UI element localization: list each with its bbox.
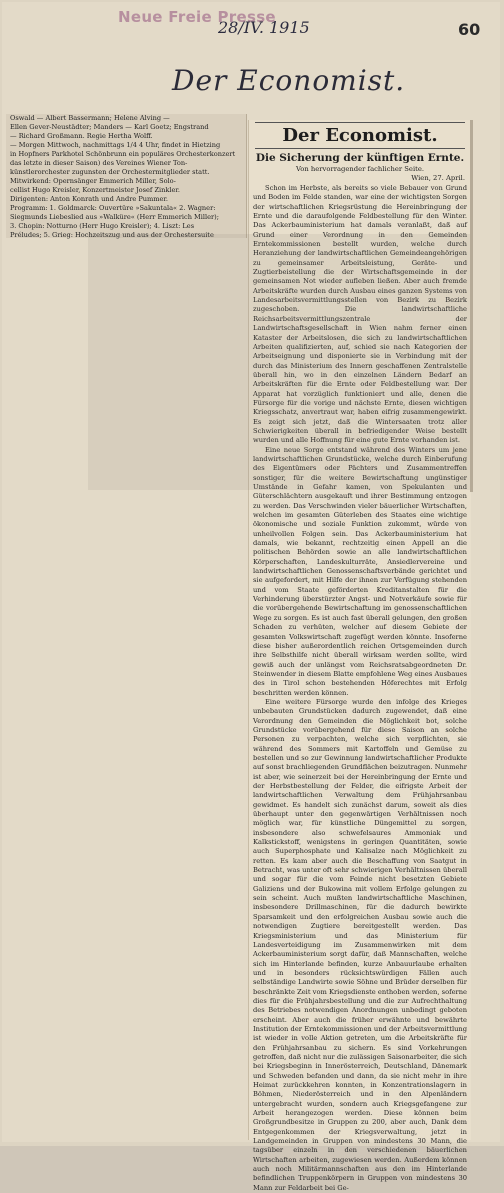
clip-line: Ellen Gever-Neustädter; Manders — Karl Goetz; Engstrand <box>10 123 209 131</box>
article-paragraph: Schon im Herbste, als bereits so viele Bebauer von Grund und Boden im Felde standen, war eine der wichtigsten Sorgen der wirtschaftlichen Kriegsrüstung die Hereinbringung der Ernte und die daraufolgende Feldbestellung für den Winter. Das Ackerbauministerium hat damals veranlaßt, daß auf Grund einer Verordnung in den Gemeinden Erntekommissionen bestellt wurden, welche durch Heranziehung der landwirtschaftlichen Gemeindeangehörigen zu gemeinsamer Arbeitsleistung, Geräte- und Zugtierbeistellung die der Wirtschaftsgemeinde in der gemeinsamen Not wieder aufleben ließen. Aber auch fremde Arbeitskräfte wurden durch Ausbau eines ganzen Systems von Landesarbeitsvermittlungsstellen von Bezirk zu Bezirk zugeschoben. Die landwirtschaftliche Reichsarbeitsvermittlungszentrale der Landwirtschaftsgesellschaft in Wien nahm ferner einen Kataster der Arbeitslosen, die sich zu landwirtschaftlichen Arbeiten qualifizierten, auf, schied sie nach Kategorien der Arbeitseignung und disponierte sie in Verbindung mit der durch das Ministerium des Innern geschaffenen Zentralstelle überall hin, wo in den einzelnen Ländern Bedarf an Arbeitskräften für die Ernte oder Feldbestellung war. Der Apparat hat vorzüglich funktioniert und alle, denen die Fürsorge für die vorige und nächste Ernte, diesen wichtigen Kriegsschatz, anvertraut war, haben eifrig zusammengewirkt. Es zeigt sich jetzt, daß die Wintersaaten trotz aller Schwierigkeiten überall in befriedigender Weise bestellt wurden und alle Hoffnung für eine gute Ernte vorhanden ist. <box>253 184 467 445</box>
article-dateline: Wien, 27. April. <box>411 174 465 182</box>
article-paragraph: Eine weitere Fürsorge wurde den infolge des Krieges unbebauten Grundstücken dadurch zugewendet, daß eine Verordnung den Gemeinden die Möglichkeit bot, solche Grundstücke vorübergehend für diese Saison an solche Personen zu verpachten, welche sich verpflichten, sie während des Sommers mit Kartoffeln und Gemüse zu bestellen und so zur Gewinnung landwirtschaftlicher Produkte auf sonst brachliegenden Grundflächen beizutragen. Nunmehr ist aber, wie seinerzeit bei der Hereinbringung der Ernte und der Herbstbestellung der Felder, die eifrigste Arbeit der landwirtschaftlichen Verwaltung dem Frühjahrsanbau gewidmet. Es handelt sich zunächst darum, soweit als dies überhaupt unter den gegenwärtigen Verhältnissen noch möglich war, für künstliche Düngemittel zu sorgen, insbesondere also schwefelsaures Ammoniak und Kalkstickstoff, wenigstens in geringen Quantitäten, sowie auch Superphosphate und Kalisalze nach Möglichkeit zu retten. Es kam aber auch die Beschaffung von Saatgut in Betracht, was unter oft sehr schwierigen Verhältnissen überall und sogar für die vom Feinde nicht besetzten Gebiete Galiziens und der Bukowina mit vollem Erfolge gelungen zu sein scheint. Auch mußten landwirtschaftliche Maschinen, insbesondere Drillmaschinen, für die dadurch bewirkte Sparsamkeit und den erfolgreichen Ausbau sowie auch die notwendigen Zugtiere bereitgestellt werden. Das Kriegsministerium und das Ministerium für Landesverteidigung im Zusammenwirken mit dem Ackerbauministerium sorgt dafür, daß Mannschaften, welche sich im Hinterlande befinden, kurze Anbauurlaube erhalten und in besonders rücksichtswürdigen Fällen auch selbständige Landwirte sowie Söhne und Brüder derselben für beschränkte Zeit vom Kriegsdienste enthoben werden, soferne dies für die Frühjahrsbestellung und die zur Aufrechthaltung des Betriebes notwendigen Anordnungen unbedingt geboten erscheint. Aber auch die früher erwähnte und bewährte Institution der Erntekommissionen und der Arbeitsvermittlung ist wieder in volle Aktion getreten, um die Arbeitskräfte für den Frühjahrsanbau zu sichern. Es sind Vorkehrungen getroffen, daß nicht nur die zulässigen Saisonarbeiter, die sich bei Kriegsbeginn in Innerösterreich, Deutschland, Dänemark und Schweden befanden und dann, da sie nicht mehr in ihre Heimat zurückkehren konnten, in Konzentrationslagern in Böhmen, Niederösterreich und in den Alpenländern untergebracht wurden, sondern auch Kriegsgefangene zur Arbeit herangezogen werden. Diese können beim Großgrundbesitze in Gruppen zu 200, aber auch, Dank dem Entgegenkommen der Kriegsverwaltung, jetzt in Landgemeinden in Gruppen von mindestens 30 Mann, die tagsüber einzeln in den verschiedenen bäuerlichen Wirtschaften arbeiten, zugewiesen werden. Außerdem können auch noch Militärmannschaften aus den im Hinterlande befindlichen Truppenkörpern in Gruppen von mindestens 30 Mann zur Feldarbeit bei Ge- <box>253 697 467 1192</box>
clip-line: Mitwirkend: Opernsänger Emmerich Miller, Solo- <box>10 177 176 185</box>
handwritten-date: 28/IV. 1915 <box>218 18 310 37</box>
left-clipping <box>6 114 247 238</box>
page-number: 60 <box>458 20 481 39</box>
title-rule <box>255 148 465 149</box>
article-title: Der Economist. <box>282 125 438 146</box>
clip-line: Préludes; 5. Grieg: Hochzeitszug und aus der Orchestersuite <box>10 231 214 239</box>
clip-line: das letzte in dieser Saison) des Vereines Wiener Ton- <box>10 159 188 167</box>
clip-line: Oswald — Albert Bassermann; Helene Alving — <box>10 114 170 122</box>
article-subtitle: Die Sicherung der künftigen Ernte. <box>255 152 465 164</box>
top-rule <box>255 122 465 123</box>
scan-edge-shadow <box>470 120 473 492</box>
article-body <box>249 184 471 1193</box>
clip-line: — Morgen Mittwoch, nachmittags 1/4 4 Uhr, findet in Hietzing <box>10 141 221 149</box>
article-paragraph: Eine neue Sorge entstand während des Winters um jene landwirtschaftlichen Grundstücke, welche durch Einberufung des Eigentümers oder Pächters und Zusammentreffen sonstiger, für die weitere Bewirtschaftung ungünstiger Umstände in Gefahr kamen, von Spekulanten und Güterschlächtern ausgekauft und ihrer Bestimmung entzogen zu werden. Das Verschwinden vieler bäuerlicher Wirtschaften, welchen im gesamten Güterleben des Staates eine wichtige ökonomische und soziale Funktion zukommt, würde von unheilvollen Folgen sein. Das Ackerbauministerium hat damals, wie bekannt, rechtzeitig einen Appell an die politischen Behörden sowie an alle landwirtschaftlichen Körperschaften, Landeskulturräte, Ansiedlervereine und landwirtschaftlichen Genossenschaftsverbände gerichtet und sie aufgefordert, mit Hilfe der ihnen zur Verfügung stehenden und vom Staate geförderten Kreditanstalten für die Verhinderung überstürzter Angst- und Notverkäufe sowie für die vorübergehende Bewirtschaftung im genossenschaftlichen Wege zu sorgen. Es ist auch fast überall gelungen, den großen Schaden zu verhüten, welcher auf diesem Gebiete der gesamten Volkswirtschaft zugefügt werden könnte. Insoferne diese bisher außerordentlich reichen Ortsgemeinden durch ihre Selbsthilfe nicht überall wirksam werden sollte, wird gewiß auch der unlängst vom Reichsratsabgeordneten Dr. Steinwender in diesem Blatte empfohlene Weg eines Ausbaues des in Tirol schon bestehenden Höferechtes mit Erfolg beschritten werden können. <box>253 445 467 697</box>
article-byline: Von hervorragender fachlicher Seite. <box>295 165 425 173</box>
newspaper-masthead: Neue Freie Presse <box>118 8 276 26</box>
clip-line: in Hopfners Parkhotel Schönbrunn ein populäres Orchesterkonzert <box>10 150 236 158</box>
clip-line: 3. Chopin: Notturno (Herr Hugo Kreisler); 4. Liszt: Les <box>10 222 195 230</box>
clip-line: — Richard Großmann. Regie Hertha Wolff. <box>10 132 153 140</box>
clip-line: Siegmunds Liebeslied aus »Walküre« (Herr Emmerich Miller); <box>10 213 219 221</box>
clip-line: Programm: 1. Goldmarck: Ouvertüre »Sakuntala« 2. Wagner: <box>10 204 216 212</box>
handwritten-title: Der Economist. <box>172 64 406 97</box>
clip-line: Dirigenten: Anton Konrath und Andre Pummer. <box>10 195 168 203</box>
economist-article <box>248 120 471 1192</box>
clip-line: künstlerorchester zugunsten der Orchestermitglieder statt. <box>10 168 210 176</box>
clip-line: cellist Hugo Kreisler, Konzertmeister Josef Zinkler. <box>10 186 180 194</box>
